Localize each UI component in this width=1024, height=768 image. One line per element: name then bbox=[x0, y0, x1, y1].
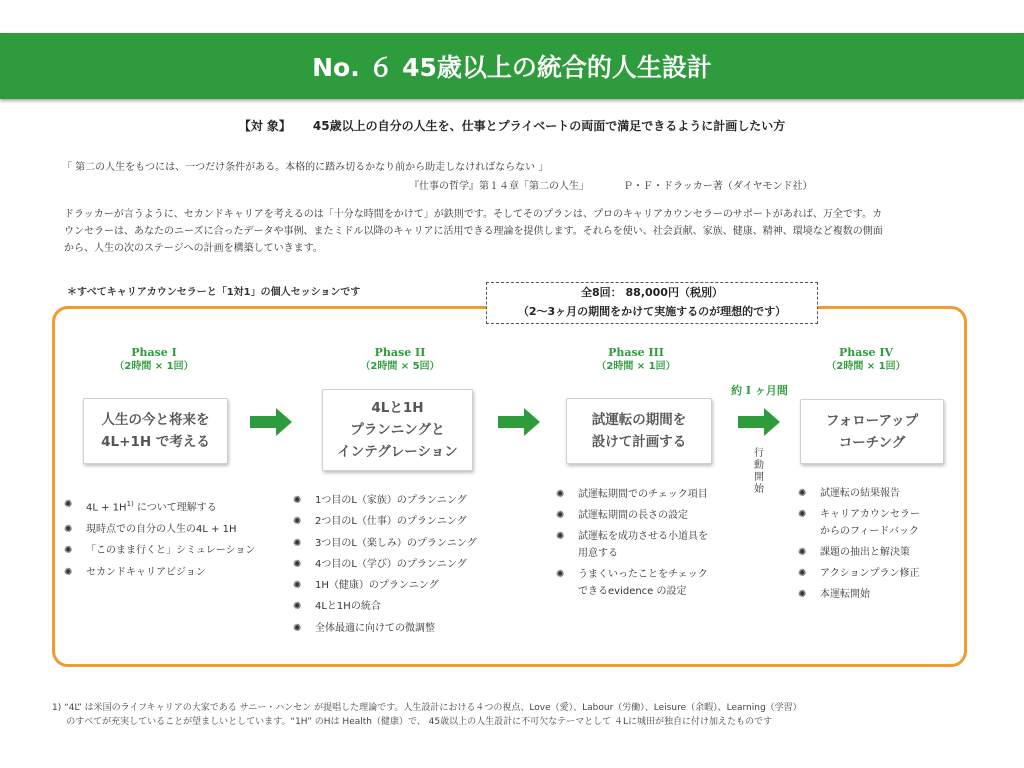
phase-2-box-line: プランニングと bbox=[350, 422, 445, 438]
phase-3-box-line: 設けて計画する bbox=[591, 434, 687, 450]
phase-2-duration: （2時間 × 5回） bbox=[360, 361, 440, 372]
bullet-icon: ✺ bbox=[798, 547, 807, 558]
phase-1-box-line: 4L+1H で考える bbox=[101, 434, 210, 450]
item-text: キャリアカウンセラー bbox=[820, 509, 920, 520]
bullet-icon: ✺ bbox=[293, 580, 302, 592]
item-text: 試運転期間でのチェック項目 bbox=[578, 489, 708, 500]
item-text: 2つ目のL（仕事）のプランニング bbox=[315, 516, 467, 528]
quote-source-book: 『仕事の哲学』第１４章「第二の人生」 bbox=[409, 181, 589, 192]
phase-1-label bbox=[94, 346, 214, 374]
item-text: できるevidence の設定 bbox=[578, 586, 687, 597]
item-text: について理解する bbox=[133, 502, 217, 514]
intro-paragraph bbox=[64, 206, 974, 257]
item-text: うまくいったことをチェック bbox=[578, 569, 708, 580]
page-title: No. ６ 45歳以上の統合的人生設計 bbox=[312, 53, 712, 82]
bullet-icon: ✺ bbox=[556, 531, 565, 542]
phase-2-box bbox=[322, 389, 473, 471]
list-item bbox=[64, 540, 255, 562]
price-box bbox=[486, 282, 818, 324]
item-text: 試運転の結果報告 bbox=[820, 488, 900, 499]
arrow-right-icon bbox=[738, 406, 782, 438]
quote-source bbox=[409, 177, 813, 192]
bullet-icon: ✺ bbox=[798, 509, 807, 520]
target-text: 45歳以上の自分の人生を、仕事とプライベートの両面で満足できるように計画したい方 bbox=[312, 119, 786, 133]
bullet-icon: ✺ bbox=[798, 488, 807, 499]
item-text: 本運転開始 bbox=[820, 589, 870, 600]
item-text: からのフィードバック bbox=[820, 526, 919, 537]
item-text: セカンドキャリアビジョン bbox=[86, 566, 206, 578]
arrow-right-icon bbox=[250, 406, 294, 438]
item-text: 試運転を成功させる小道具を bbox=[578, 531, 708, 542]
list-item bbox=[556, 486, 708, 503]
bullet-icon: ✺ bbox=[798, 568, 807, 579]
action-char: 始 bbox=[754, 484, 764, 495]
quote-source-author: Ｐ・Ｆ・ドラッカー著（ダイヤモンド社） bbox=[623, 181, 813, 192]
bullet-icon: ✺ bbox=[293, 622, 302, 634]
item-text: 全体最適に向けての微調整 bbox=[315, 622, 435, 634]
phase-2-box-line: 4Lと1H bbox=[371, 400, 424, 416]
intro-line: から、人生の次のステージへの計画を構築していきます。 bbox=[64, 243, 323, 254]
list-item bbox=[64, 494, 255, 519]
phase-3-list bbox=[556, 486, 708, 600]
list-item bbox=[556, 507, 708, 524]
item-text: 4つ目のL（学び）のプランニング bbox=[315, 558, 467, 570]
phase-4-duration: （2時間 × 1回） bbox=[826, 361, 906, 372]
bullet-icon: ✺ bbox=[556, 489, 565, 500]
list-item bbox=[556, 528, 708, 562]
phase-1-list bbox=[64, 494, 255, 583]
phase-3-box-line: 試運転の期間を bbox=[591, 412, 687, 428]
list-item bbox=[798, 544, 920, 561]
item-text: 用意する bbox=[578, 548, 618, 559]
item-text: アクションプラン修正 bbox=[820, 568, 920, 579]
phase-2-list bbox=[293, 490, 477, 639]
list-item bbox=[293, 554, 477, 575]
bullet-icon: ✺ bbox=[556, 510, 565, 521]
list-item bbox=[556, 566, 708, 600]
item-text: 課題の抽出と解決策 bbox=[820, 547, 910, 558]
target-line bbox=[0, 117, 1024, 134]
session-note: ＊すべてキャリアカウンセラーと「1対1」の個人セッションです bbox=[67, 287, 361, 298]
action-char: 開 bbox=[754, 472, 764, 483]
trial-period-label: 約 I ヶ月間 bbox=[731, 384, 788, 397]
bullet-icon: ✺ bbox=[64, 545, 73, 557]
item-text: 現時点での自分の人生の4L + 1H bbox=[86, 523, 237, 535]
footnote-line: のすべてが充実していることが望ましいとしています。“1H” のHは Health（健康）で、 45歳以上の人生設計に不可欠なテーマとして ４Lに城田が独自に付け加えたものです bbox=[52, 717, 773, 727]
footnote-ref: 1) bbox=[126, 500, 134, 508]
arrow-right-icon bbox=[498, 406, 542, 438]
bullet-icon: ✺ bbox=[293, 495, 302, 506]
target-label: 【対 象】 bbox=[238, 119, 291, 133]
list-item bbox=[64, 562, 255, 584]
phase-3-box bbox=[566, 398, 712, 464]
footnote bbox=[52, 701, 992, 729]
list-item bbox=[293, 511, 477, 532]
phase-2-label bbox=[340, 346, 460, 374]
list-item bbox=[293, 618, 477, 639]
list-item bbox=[798, 485, 920, 502]
intro-line: ドラッカーが言うように、セカンドキャリアを考えるのは「十分な時間をかけて」が鉄則です。そしてそのプランは、プロのキャリアカウンセラーのサポートがあれば、万全です。カ bbox=[64, 209, 883, 220]
action-start-vertical bbox=[752, 448, 766, 496]
item-text: 「このまま行くと」シミュレーション bbox=[86, 545, 256, 557]
list-item bbox=[293, 575, 477, 596]
item-text: 4Lと1Hの統合 bbox=[315, 601, 381, 613]
bullet-icon: ✺ bbox=[64, 523, 73, 535]
price-total: 全8回： 88,000円（税別） bbox=[581, 286, 723, 299]
bullet-icon: ✺ bbox=[293, 558, 302, 570]
item-text: 1H（健康）のプランニング bbox=[315, 580, 439, 592]
bullet-icon: ✺ bbox=[64, 566, 73, 578]
phase-4-box-line: コーチング bbox=[838, 434, 906, 451]
phase-3-name: Phase III bbox=[608, 346, 664, 359]
item-text: 1つ目のL（家族）のプランニング bbox=[315, 495, 467, 506]
item-text: 試運転期間の長さの設定 bbox=[578, 510, 688, 521]
intro-line: ウンセラーは、あなたのニーズに合ったデータや事例、またミドル以降のキャリアに活用できる理論を提供します。それらを使い、社会貢献、家族、健康、精神、環境など複数の側面 bbox=[64, 226, 883, 237]
bullet-icon: ✺ bbox=[556, 569, 565, 580]
phase-1-box-line: 人生の今と将来を bbox=[101, 412, 210, 428]
phase-1-box bbox=[83, 398, 228, 464]
phase-4-name: Phase IV bbox=[838, 346, 894, 359]
list-item bbox=[64, 519, 255, 541]
item-text: 4L + 1H bbox=[86, 502, 127, 514]
phase-3-label bbox=[576, 346, 696, 374]
item-text: 3つ目のL（楽しみ）のプランニング bbox=[315, 537, 477, 549]
list-item bbox=[293, 490, 477, 511]
phase-1-duration: （2時間 × 1回） bbox=[114, 361, 194, 372]
list-item bbox=[798, 565, 920, 582]
phase-2-box-line: インテグレーション bbox=[337, 444, 458, 460]
phase-4-box-line: フォローアップ bbox=[825, 412, 919, 429]
phase-3-duration: （2時間 × 1回） bbox=[596, 361, 676, 372]
phase-2-name: Phase II bbox=[374, 346, 426, 359]
list-item bbox=[293, 533, 477, 554]
bullet-icon: ✺ bbox=[293, 516, 302, 528]
bullet-icon: ✺ bbox=[798, 589, 807, 600]
bullet-icon: ✺ bbox=[64, 499, 73, 510]
price-period: （2〜3ヶ月の期間をかけて実施するのが理想的です） bbox=[517, 305, 787, 318]
action-char: 行 bbox=[754, 448, 764, 459]
action-char: 動 bbox=[754, 460, 764, 471]
bullet-icon: ✺ bbox=[293, 537, 302, 549]
phase-4-label bbox=[806, 346, 926, 374]
phase-4-box bbox=[800, 399, 944, 464]
list-item bbox=[798, 506, 920, 540]
drucker-quote: 「 第二の人生をもつには、一つだけ条件がある。本格的に踏み切るかなり前から助走しなければならない 」 bbox=[62, 162, 549, 173]
list-item bbox=[798, 586, 920, 603]
phase-4-list bbox=[798, 485, 920, 603]
phase-1-name: Phase I bbox=[131, 346, 177, 359]
bullet-icon: ✺ bbox=[293, 601, 302, 613]
list-item bbox=[293, 596, 477, 617]
footnote-line: 1) “4L” は米国のライフキャリアの大家である サニー・ハンセン が提唱した理論です。人生設計における４つの視点、Love（愛）、Labour（労働）、Leisure（余暇）、Learning（学習） bbox=[52, 703, 802, 713]
